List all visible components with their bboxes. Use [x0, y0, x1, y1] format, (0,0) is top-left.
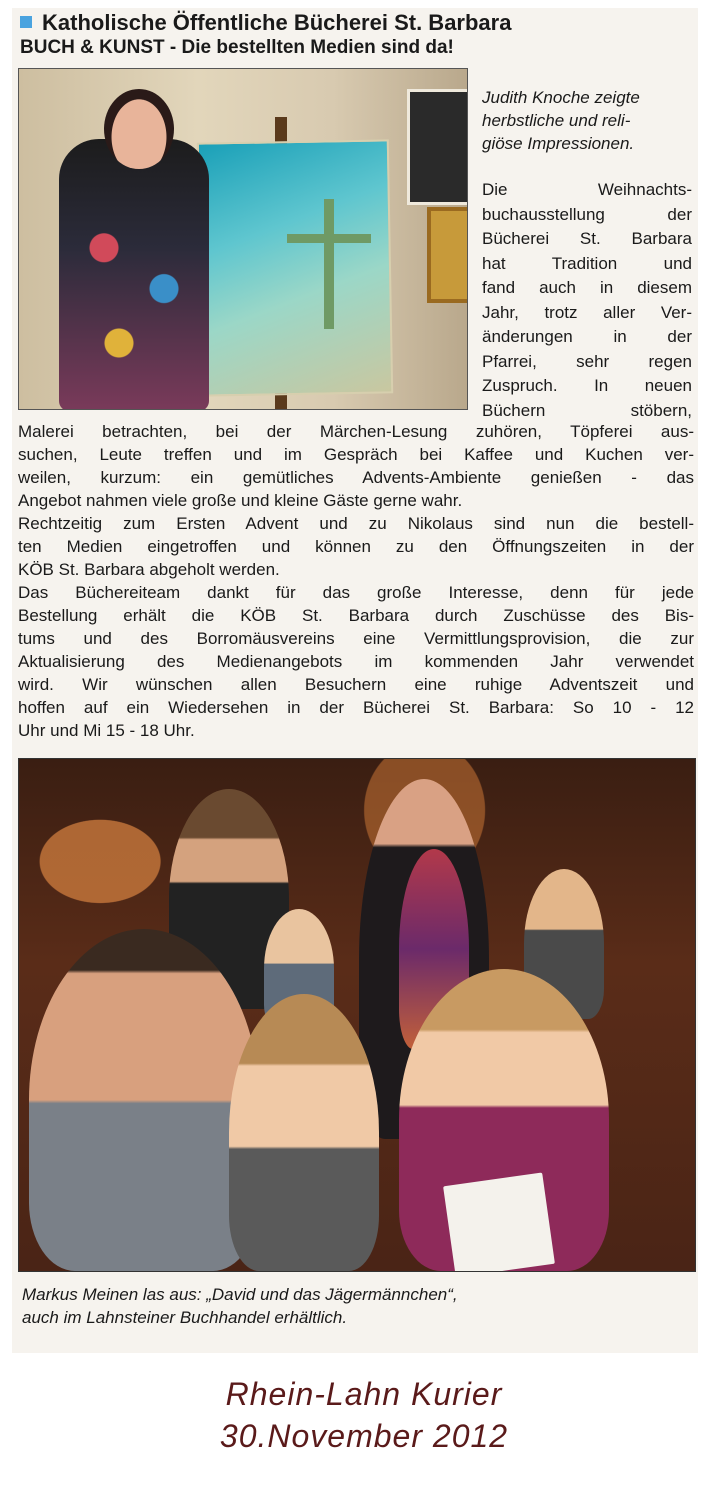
photo-cross-vertical	[324, 199, 334, 329]
article-subheadline: BUCH & KUNST - Die bestellten Medien sind da!	[20, 37, 454, 58]
photo-man-reading	[29, 929, 259, 1271]
text-line: Malerei betrachten, bei der Märchen-Lesung zuhören, Töpferei aus-	[18, 422, 694, 441]
photo-reading-audience	[18, 758, 696, 1272]
text-line: KÖB St. Barbara abgeholt werden.	[18, 560, 280, 579]
text-line: Uhr und Mi 15 - 18 Uhr.	[18, 721, 195, 740]
text-line: fand auch in diesem	[482, 278, 692, 297]
headline-text: Katholische Öffentliche Bücherei St. Barbara	[42, 10, 512, 35]
text-line: Jahr, trotz aller Ver-	[482, 302, 692, 322]
source-publication: Rhein-Lahn Kurier	[225, 1376, 503, 1412]
text-line: Angebot nahmen viele große und kleine Gäste gerne wahr.	[18, 491, 463, 510]
caption-line: Markus Meinen las aus: „David und das Jägermännchen“,	[22, 1285, 458, 1304]
text-line: Büchern stöbern,	[482, 400, 692, 420]
caption-line: herbstliche und reli-	[482, 111, 631, 130]
text-line: Aktualisierung des Medienangebots im kommenden Jahr verwendet	[18, 652, 694, 671]
text-line: ten Medien eingetroffen und können zu den Öffnungszeiten in der	[18, 537, 694, 556]
photo-woman-head	[104, 89, 174, 169]
text-line: Pfarrei, sehr regen	[482, 351, 692, 371]
photo-woman	[59, 139, 209, 410]
text-line: wird. Wir wünschen allen Besuchern eine ruhige Adventszeit und	[18, 675, 694, 694]
text-line: Die Weihnachts-	[482, 180, 692, 199]
source-date: 30.November 2012	[219, 1418, 509, 1454]
caption-line: giöse Impressionen.	[482, 134, 635, 153]
caption-line: Judith Knoche zeigte	[482, 88, 640, 107]
photo-boy-front	[229, 994, 379, 1271]
photo-small-frame	[427, 207, 468, 303]
text-line: weilen, kurzum: ein gemütliches Advents-Ambiente genießen - das	[18, 468, 694, 487]
text-line: hat Tradition und	[482, 253, 692, 273]
text-line: suchen, Leute treffen und im Gespräch bei Kaffee und Kuchen ver-	[18, 445, 694, 464]
article-body-text	[18, 420, 694, 742]
text-line: hoffen auf ein Wiedersehen in der Bücherei St. Barbara: So 10 - 12	[18, 698, 694, 717]
text-line: buchausstellung der	[482, 204, 692, 224]
photo-painter-with-artwork	[18, 68, 468, 410]
article-column-text	[482, 178, 692, 423]
text-line: Zuspruch. In neuen	[482, 376, 692, 395]
photo-caption-top	[482, 86, 692, 155]
text-line: tums und des Borromäusvereins eine Vermittlungsprovision, die zur	[18, 629, 694, 648]
text-line: Das Büchereiteam dankt für das große Interesse, denn für jede	[18, 583, 694, 602]
photo-window	[407, 89, 468, 205]
photo-caption-bottom	[22, 1283, 698, 1329]
text-line: änderungen in der	[482, 327, 692, 346]
text-line: Bücherei St. Barbara	[482, 229, 692, 248]
photo-booklet	[443, 1172, 555, 1272]
caption-line: auch im Lahnsteiner Buchhandel erhältlich.	[22, 1308, 348, 1327]
article-headline	[20, 10, 700, 36]
photo-painting	[197, 139, 393, 396]
text-line: Bestellung erhält die KÖB St. Barbara durch Zuschüsse des Bis-	[18, 606, 694, 625]
text-line: Rechtzeitig zum Ersten Advent und zu Nikolaus sind nun die bestell-	[18, 514, 694, 533]
square-bullet-icon	[20, 16, 32, 28]
